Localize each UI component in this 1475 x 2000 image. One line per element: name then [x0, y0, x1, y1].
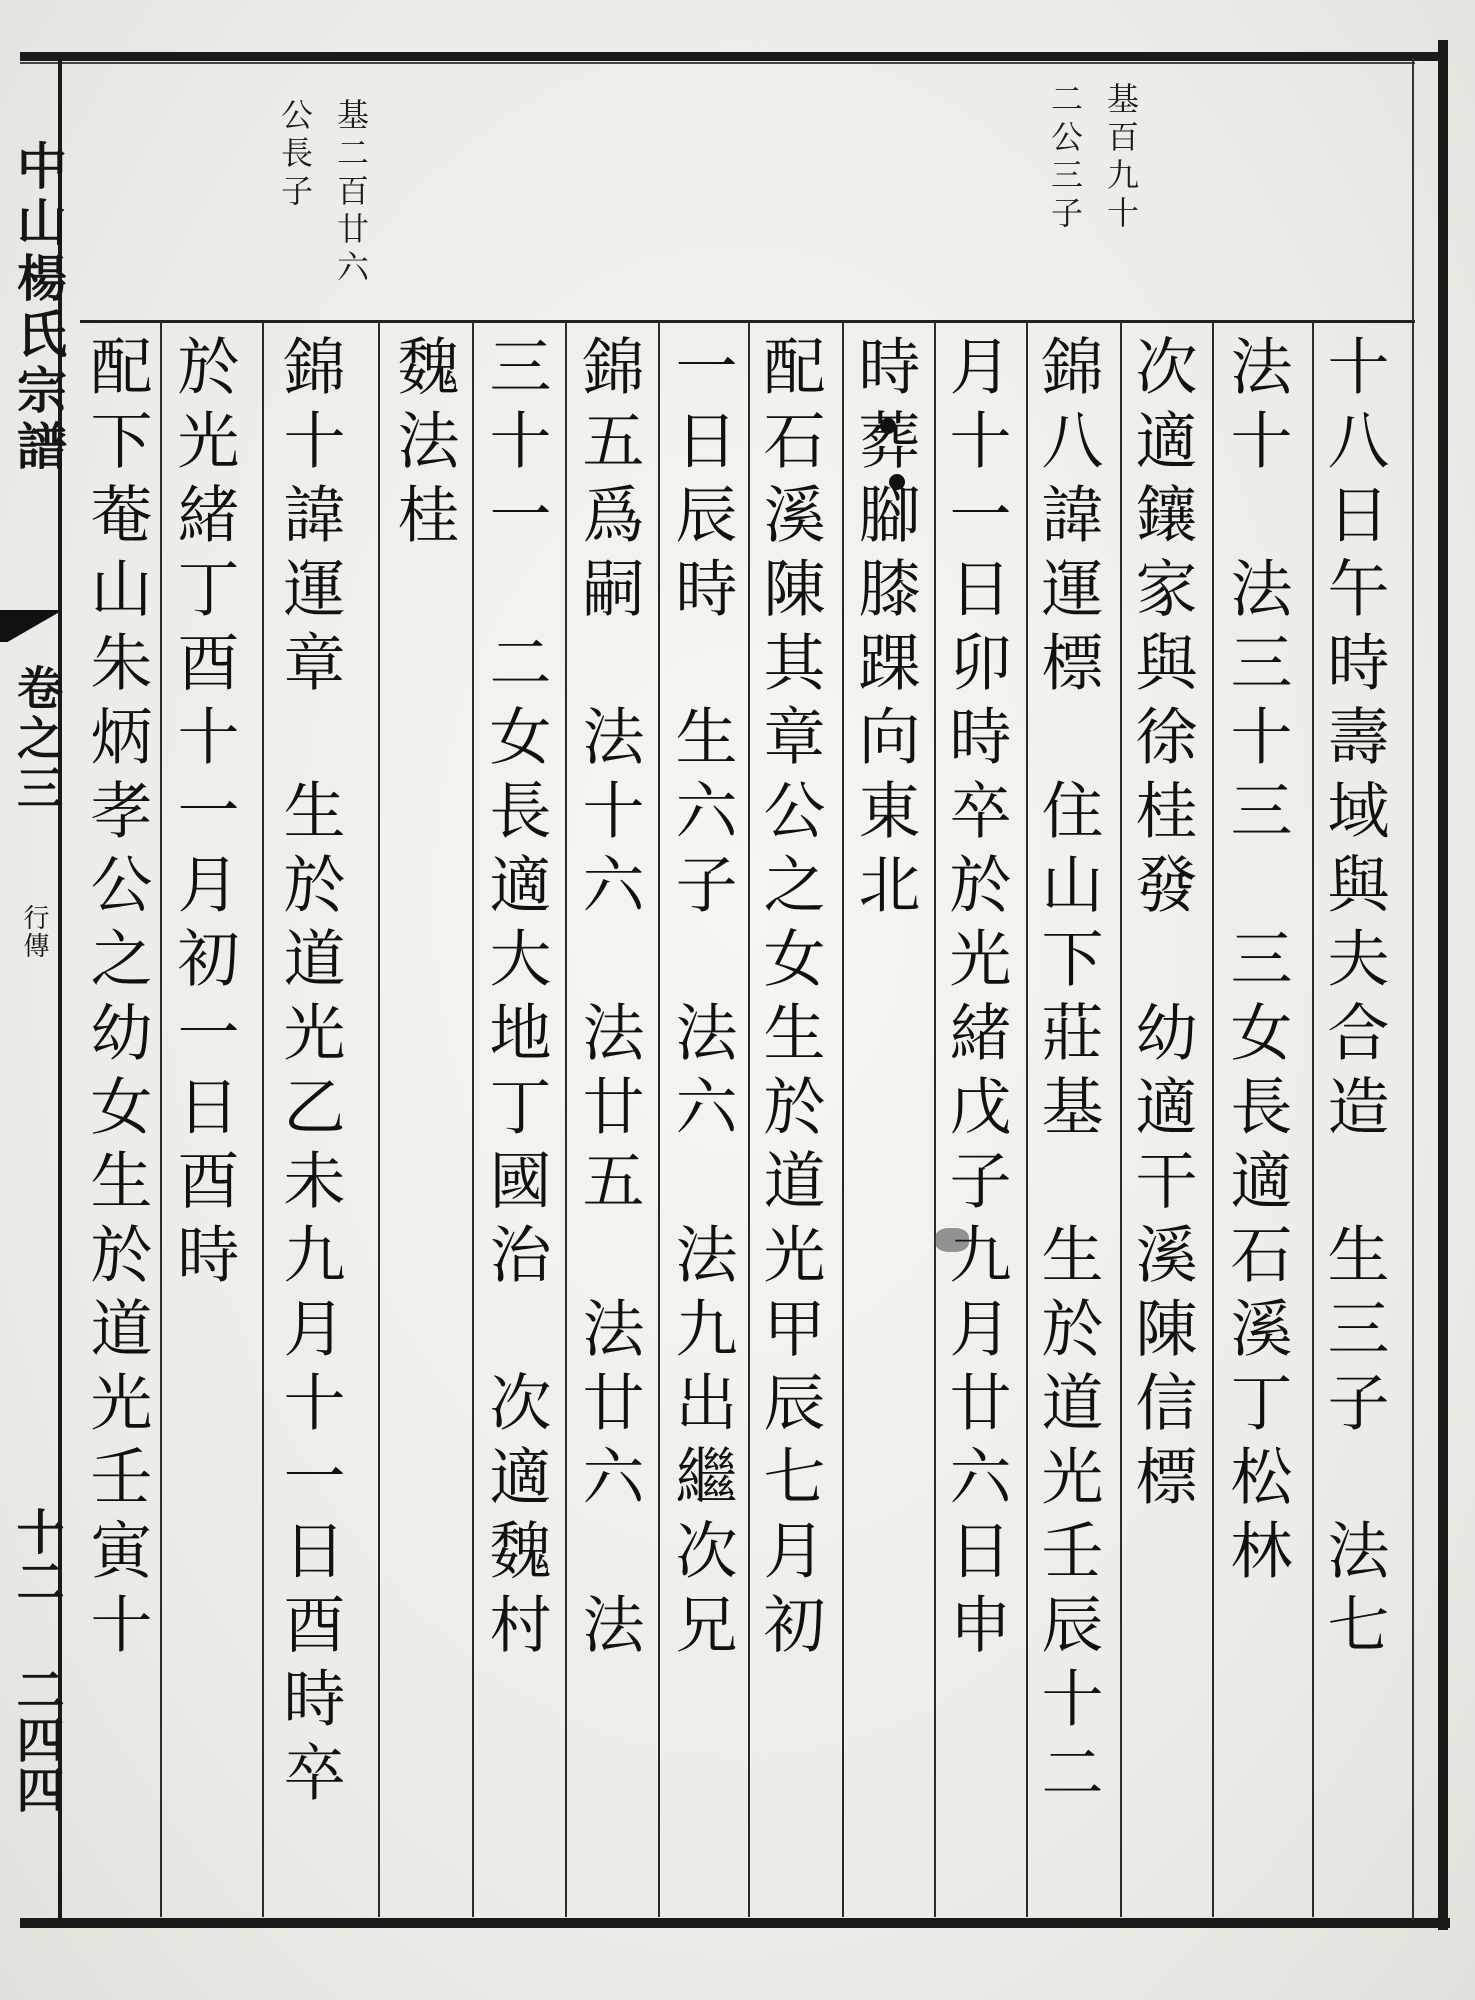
header-note-line: 基二百廿六	[332, 98, 370, 288]
text-column-8: 一日辰時 生六子 法六 法九出繼次兄	[665, 334, 738, 1666]
spine-margin	[0, 52, 68, 1927]
text-column-3: 次適鑲家與徐桂發 幼適干溪陳信標	[1125, 334, 1198, 1518]
text-column-11: 魏法桂	[387, 334, 460, 556]
spine-title: 中山楊氏宗譜	[9, 140, 68, 476]
column-rule	[748, 322, 750, 1917]
column-rule	[1120, 322, 1122, 1917]
text-column-13: 於光緒丁酉十一月初一日酉時	[167, 334, 240, 1296]
column-rule	[565, 322, 567, 1917]
column-rule	[658, 322, 660, 1917]
header-note-1	[1042, 82, 1144, 234]
column-rule	[472, 322, 474, 1917]
header-note-line: 基百九十	[1102, 82, 1140, 234]
column-rule	[842, 322, 844, 1917]
column-rule	[262, 322, 264, 1917]
column-rule	[378, 322, 380, 1917]
text-column-14: 配下菴山朱炳孝公之幼女生於道光壬寅十	[80, 334, 153, 1666]
text-column-10: 三十一 二女長適大地丁國治 次適魏村	[479, 334, 552, 1666]
text-column-1: 十八日午時壽域與夫合造 生三子 法七	[1317, 334, 1390, 1666]
spine-page-number: 十二 二四四	[8, 1507, 64, 1815]
column-rule	[160, 322, 162, 1917]
text-column-9: 錦五爲嗣 法十六 法廿五 法廿六 法	[572, 334, 645, 1666]
header-note-line: 二公三子	[1046, 82, 1084, 234]
fishtail-mark	[0, 610, 58, 642]
frame-top-border	[20, 52, 1440, 61]
spine-volume: 卷之三	[10, 664, 64, 814]
text-column-4: 錦八諱運標 住山下莊基 生於道光壬辰十二	[1031, 334, 1104, 1814]
frame-right-inner-line	[1412, 58, 1414, 1920]
header-note-line: 公長子	[276, 98, 314, 212]
text-column-12: 錦十諱運章 生於道光乙未九月十一日酉時卒	[273, 334, 346, 1814]
column-rule	[1312, 322, 1314, 1917]
text-column-2: 法十 法三十三 三女長適石溪丁松林	[1220, 334, 1293, 1592]
frame-inner-line	[20, 62, 1415, 64]
frame-right-border	[1438, 40, 1448, 1930]
column-rule	[1212, 322, 1214, 1917]
text-column-5: 月十一日卯時卒於光緒戊子九月廿六日申	[939, 334, 1012, 1666]
header-note-2	[272, 98, 374, 288]
frame-bottom-border	[20, 1918, 1450, 1928]
spine-section: 行傳	[19, 904, 49, 960]
column-rule	[934, 322, 936, 1917]
text-column-6: 時葬腳膝踝向東北	[848, 334, 921, 926]
column-rule	[1026, 322, 1028, 1917]
bleed-through-marks	[470, 100, 514, 140]
text-column-7: 配石溪陳其章公之女生於道光甲辰七月初	[753, 334, 826, 1666]
